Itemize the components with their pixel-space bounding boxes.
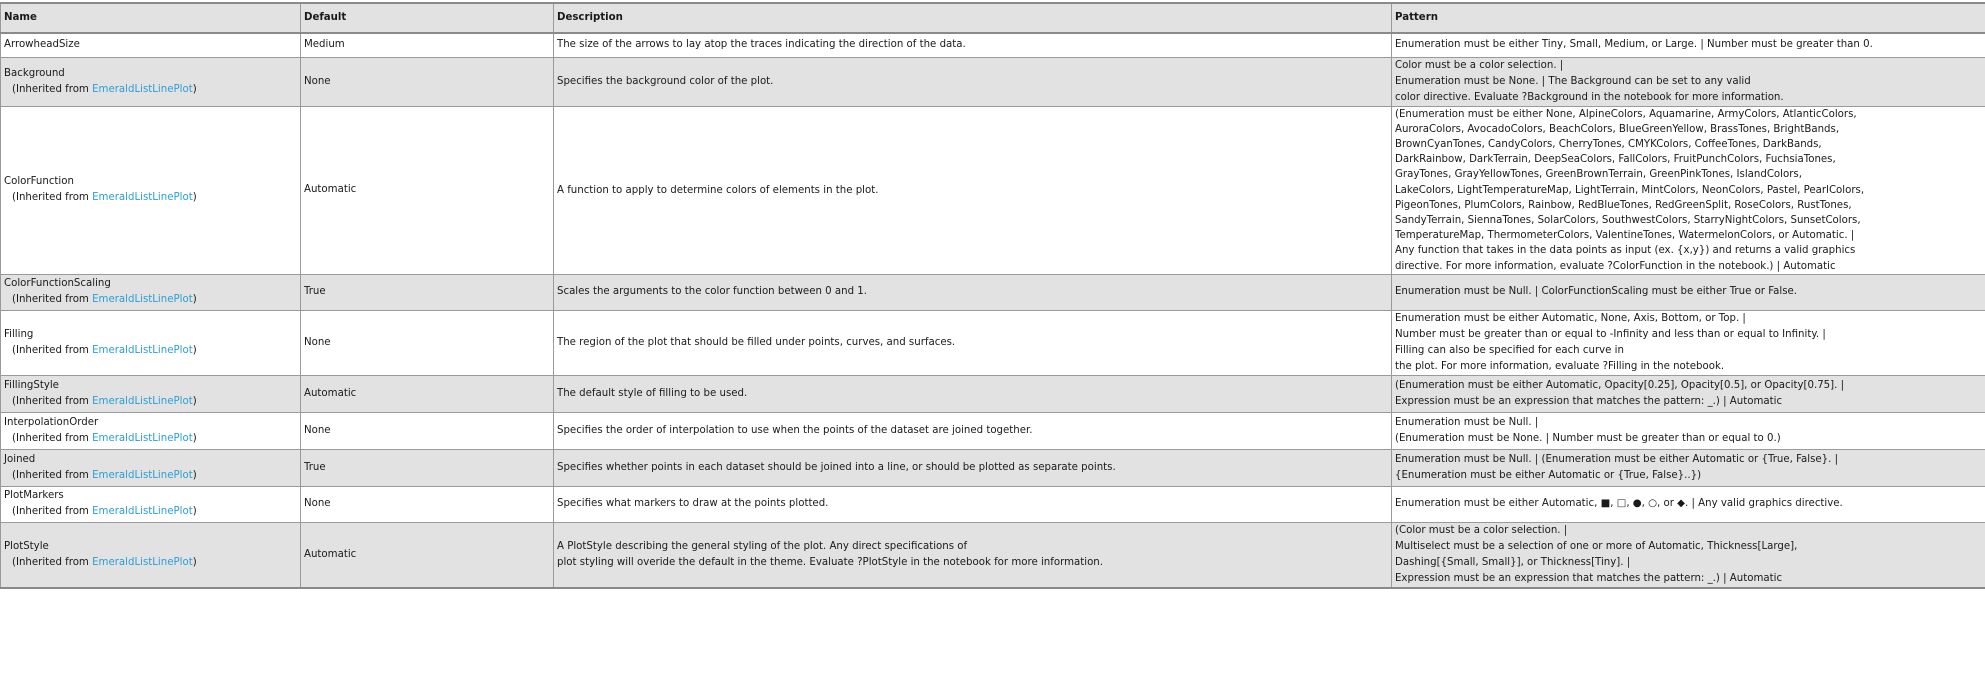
pattern-cell: [1392, 522, 1985, 588]
table-row: [1, 486, 1985, 522]
pattern-line: Expression must be an expression that matches the pattern: _.) | Automatic: [1395, 572, 1783, 584]
option-name: Background: [4, 67, 65, 79]
emerald-list-line-plot-link[interactable]: EmeraldListLinePlot: [92, 469, 193, 481]
default-cell: None: [301, 310, 554, 375]
default-cell: Automatic: [301, 375, 554, 412]
pattern-cell: [1392, 412, 1985, 449]
description-cell: [554, 375, 1392, 412]
header-row: [1, 3, 1985, 33]
description-line: Specifies what markers to draw at the points plotted.: [557, 498, 829, 510]
pattern-cell: [1392, 274, 1985, 310]
description-cell: [554, 33, 1392, 57]
emerald-list-line-plot-link[interactable]: EmeraldListLinePlot: [92, 344, 193, 356]
pattern-line: SandyTerrain, SiennaTones, SolarColors, SouthwestColors, StarryNightColors, SunsetColors,: [1395, 214, 1861, 226]
pattern-cell: [1392, 449, 1985, 486]
pattern-cell: [1392, 106, 1985, 274]
table-row: [1, 274, 1985, 310]
pattern-line: Color must be a color selection. |: [1395, 59, 1564, 71]
inherited-note: (Inherited from EmeraldListLinePlot): [12, 83, 197, 95]
pattern-line: Enumeration must be either Automatic, ■, □, ●, ○, or ◆. | Any valid graphics directive.: [1395, 498, 1843, 510]
pattern-line: Any function that takes in the data points as input (ex. {x,y}) and returns a valid graphics: [1395, 245, 1856, 257]
pattern-line: {Enumeration must be either Automatic or {True, False}..}): [1395, 469, 1702, 481]
description-line: Specifies the order of interpolation to use when the points of the dataset are joined together.: [557, 424, 1033, 436]
description-line: The default style of filling to be used.: [557, 387, 748, 399]
pattern-line: (Enumeration must be None. | Number must be greater than or equal to 0.): [1395, 432, 1781, 444]
pattern-line: the plot. For more information, evaluate ?Filling in the notebook.: [1395, 360, 1725, 372]
description-cell: [554, 57, 1392, 106]
pattern-line: (Enumeration must be either None, AlpineColors, Aquamarine, ArmyColors, AtlanticColors,: [1395, 108, 1857, 120]
inherited-note: (Inherited from EmeraldListLinePlot): [12, 395, 197, 407]
pattern-line: (Color must be a color selection. |: [1395, 524, 1568, 536]
default-column-header: Default: [301, 3, 554, 33]
pattern-line: Multiselect must be a selection of one or more of Automatic, Thickness[Large],: [1395, 540, 1798, 552]
option-name: ColorFunctionScaling: [4, 278, 111, 290]
option-name: ColorFunction: [4, 176, 74, 188]
description-line: Specifies the background color of the plot.: [557, 75, 774, 87]
emerald-list-line-plot-link[interactable]: EmeraldListLinePlot: [92, 556, 193, 568]
inherited-note: (Inherited from EmeraldListLinePlot): [12, 556, 197, 568]
pattern-line: Dashing[{Small, Small}], or Thickness[Tiny]. |: [1395, 556, 1631, 568]
option-name: PlotStyle: [4, 540, 49, 552]
option-name-cell: [1, 106, 301, 274]
default-cell: None: [301, 412, 554, 449]
inherited-note: (Inherited from EmeraldListLinePlot): [12, 432, 197, 444]
pattern-line: color directive. Evaluate ?Background in the notebook for more information.: [1395, 91, 1784, 103]
pattern-cell: [1392, 57, 1985, 106]
option-name-cell: [1, 486, 301, 522]
option-name: Filling: [4, 328, 34, 340]
option-name-cell: [1, 522, 301, 588]
description-cell: [554, 449, 1392, 486]
inherited-note: (Inherited from EmeraldListLinePlot): [12, 506, 197, 518]
pattern-line: TemperatureMap, ThermometerColors, ValentineTones, WatermelonColors, or Automatic. |: [1395, 230, 1855, 242]
pattern-line: AuroraColors, AvocadoColors, BeachColors, BlueGreenYellow, BrassTones, BrightBands,: [1395, 123, 1840, 135]
options-table: [0, 2, 1985, 589]
pattern-cell: [1392, 486, 1985, 522]
description-cell: [554, 412, 1392, 449]
pattern-line: Enumeration must be Null. | ColorFunctionScaling must be either True or False.: [1395, 286, 1798, 298]
option-name: InterpolationOrder: [4, 416, 99, 428]
description-line: A function to apply to determine colors of elements in the plot.: [557, 184, 879, 196]
inherited-note: (Inherited from EmeraldListLinePlot): [12, 294, 197, 306]
table-row: [1, 33, 1985, 57]
option-name: Joined: [4, 453, 36, 465]
option-name-cell: [1, 449, 301, 486]
table-row: [1, 106, 1985, 274]
inherited-note: (Inherited from EmeraldListLinePlot): [12, 469, 197, 481]
pattern-line: (Enumeration must be either Automatic, Opacity[0.25], Opacity[0.5], or Opacity[0.75]. |: [1395, 379, 1845, 391]
emerald-list-line-plot-link[interactable]: EmeraldListLinePlot: [92, 294, 193, 306]
option-name-cell: [1, 274, 301, 310]
table-row: [1, 522, 1985, 588]
inherited-note: (Inherited from EmeraldListLinePlot): [12, 192, 197, 204]
pattern-cell: [1392, 33, 1985, 57]
default-cell: Automatic: [301, 106, 554, 274]
pattern-line: Enumeration must be either Automatic, None, Axis, Bottom, or Top. |: [1395, 312, 1746, 324]
emerald-list-line-plot-link[interactable]: EmeraldListLinePlot: [92, 432, 193, 444]
description-line: Specifies whether points in each dataset should be joined into a line, or should be plotted as separate points.: [557, 461, 1116, 473]
pattern-column-header: Pattern: [1392, 3, 1985, 33]
description-cell: [554, 274, 1392, 310]
pattern-line: Filling can also be specified for each curve in: [1395, 344, 1624, 356]
description-line: plot styling will overide the default in the theme. Evaluate ?PlotStyle in the notebook for more information.: [557, 556, 1103, 568]
pattern-line: Enumeration must be either Tiny, Small, Medium, or Large. | Number must be greater than 0.: [1395, 39, 1873, 51]
pattern-line: LakeColors, LightTemperatureMap, LightTerrain, MintColors, NeonColors, Pastel, PearlColors,: [1395, 184, 1865, 196]
option-name-cell: [1, 33, 301, 57]
table-row: [1, 412, 1985, 449]
table-row: [1, 310, 1985, 375]
inherited-note: (Inherited from EmeraldListLinePlot): [12, 344, 197, 356]
pattern-line: Enumeration must be None. | The Background can be set to any valid: [1395, 75, 1751, 87]
table-body: [1, 33, 1985, 588]
pattern-line: Enumeration must be Null. | (Enumeration must be either Automatic or {True, False}. |: [1395, 453, 1839, 465]
description-column-header: Description: [554, 3, 1392, 33]
table-header: [1, 3, 1985, 33]
description-cell: [554, 310, 1392, 375]
emerald-list-line-plot-link[interactable]: EmeraldListLinePlot: [92, 506, 193, 518]
option-name-cell: [1, 310, 301, 375]
pattern-line: Enumeration must be Null. |: [1395, 416, 1539, 428]
name-column-header: Name: [1, 3, 301, 33]
option-name: FillingStyle: [4, 379, 59, 391]
pattern-line: Expression must be an expression that matches the pattern: _.) | Automatic: [1395, 395, 1783, 407]
option-name: PlotMarkers: [4, 490, 64, 502]
option-name-cell: [1, 57, 301, 106]
description-cell: [554, 106, 1392, 274]
pattern-line: PigeonTones, PlumColors, Rainbow, RedBlueTones, RedGreenSplit, RoseColors, RustTones,: [1395, 199, 1852, 211]
description-line: Scales the arguments to the color function between 0 and 1.: [557, 286, 868, 298]
emerald-list-line-plot-link[interactable]: EmeraldListLinePlot: [92, 83, 193, 95]
option-name: ArrowheadSize: [4, 39, 80, 51]
default-cell: None: [301, 486, 554, 522]
pattern-cell: [1392, 310, 1985, 375]
option-name-cell: [1, 412, 301, 449]
option-name-cell: [1, 375, 301, 412]
pattern-cell: [1392, 375, 1985, 412]
pattern-line: Number must be greater than or equal to -Infinity and less than or equal to Infinity. |: [1395, 328, 1826, 340]
pattern-line: BrownCyanTones, CandyColors, CherryTones, CMYKColors, CoffeeTones, DarkBands,: [1395, 138, 1822, 150]
table-row: [1, 375, 1985, 412]
default-cell: Automatic: [301, 522, 554, 588]
emerald-list-line-plot-link[interactable]: EmeraldListLinePlot: [92, 192, 193, 204]
pattern-line: GrayTones, GrayYellowTones, GreenBrownTerrain, GreenPinkTones, IslandColors,: [1395, 169, 1802, 181]
pattern-line: directive. For more information, evaluate ?ColorFunction in the notebook.) | Automatic: [1395, 260, 1836, 272]
emerald-list-line-plot-link[interactable]: EmeraldListLinePlot: [92, 395, 193, 407]
description-cell: [554, 486, 1392, 522]
description-line: The size of the arrows to lay atop the traces indicating the direction of the data.: [557, 39, 966, 51]
default-cell: Medium: [301, 33, 554, 57]
description-line: A PlotStyle describing the general styling of the plot. Any direct specifications of: [557, 540, 968, 552]
default-cell: True: [301, 274, 554, 310]
description-cell: [554, 522, 1392, 588]
description-line: The region of the plot that should be filled under points, curves, and surfaces.: [557, 336, 956, 348]
pattern-line: DarkRainbow, DarkTerrain, DeepSeaColors, FallColors, FruitPunchColors, FuchsiaTones,: [1395, 154, 1836, 166]
table-row: [1, 449, 1985, 486]
table-row: [1, 57, 1985, 106]
default-cell: None: [301, 57, 554, 106]
default-cell: True: [301, 449, 554, 486]
